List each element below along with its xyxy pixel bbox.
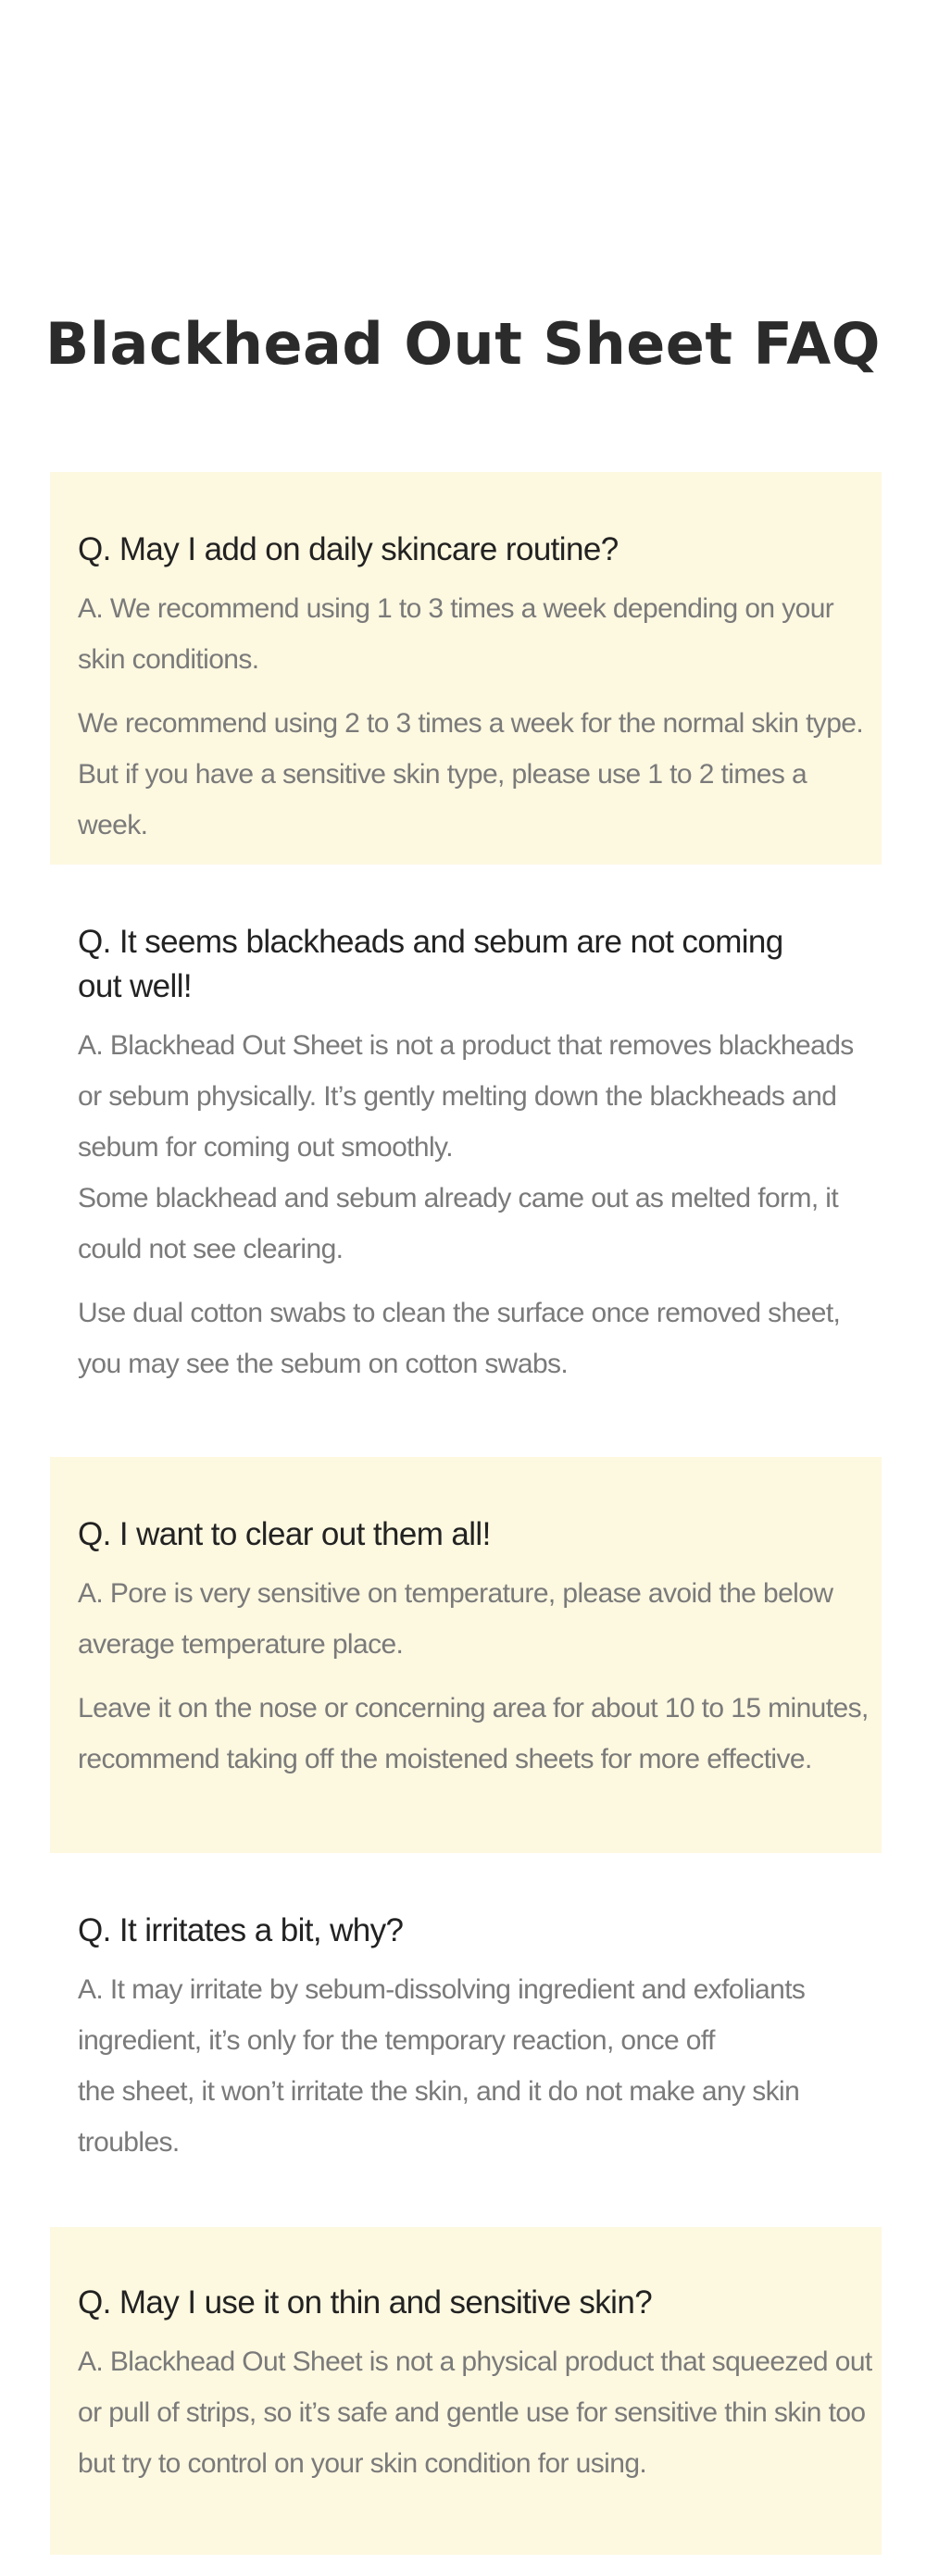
faq-answer: A. We recommend using 1 to 3 times a week depending on your skin conditions. <box>78 593 834 675</box>
faq-answer: Leave it on the nose or concerning area for about 10 to 15 minutes, recommend taking off the moistened sheets for more effective. <box>78 1693 869 1774</box>
faq-item <box>50 1457 882 1853</box>
faq-answer: We recommend using 2 to 3 times a week for the normal skin type. But if you have a sensitive skin type, please use 1 to 2 times a week. <box>78 708 864 840</box>
faq-item <box>50 472 882 865</box>
faq-question: Q. It irritates a bit, why? <box>78 1912 404 1948</box>
faq-item <box>50 885 882 1437</box>
faq-answer: A. It may irritate by sebum-dissolving ingredient and exfoliants ingredient, it’s only for the temporary reaction, once off <box>78 1974 806 2056</box>
faq-question: Q. It seems blackheads and sebum are not coming out well! <box>78 924 783 1004</box>
page-title: Blackhead Out Sheet FAQ <box>45 310 881 378</box>
faq-question: Q. I want to clear out them all! <box>78 1516 491 1552</box>
faq-answer: the sheet, it won’t irritate the skin, and it do not make any skin troubles. <box>78 2076 800 2158</box>
faq-question: Q. May I add on daily skincare routine? <box>78 531 619 567</box>
faq-item <box>50 1873 882 2225</box>
faq-answer: A. Pore is very sensitive on temperature, please avoid the below average temperature place. <box>78 1578 833 1660</box>
faq-answer: Some blackhead and sebum already came out as melted form, it could not see clearing. <box>78 1183 839 1264</box>
faq-question: Q. May I use it on thin and sensitive skin? <box>78 2284 653 2321</box>
faq-answer: A. Blackhead Out Sheet is not a physical product that squeezed out or pull of strips, so it’s safe and gentle use for sensitive thin skin too but try to control on your skin condition for using. <box>78 2346 872 2479</box>
faq-item <box>50 2227 882 2555</box>
faq-answer: A. Blackhead Out Sheet is not a product that removes blackheads or sebum physically. It’s gently melting down the blackheads and sebum for coming out smoothly. <box>78 1030 854 1163</box>
faq-answer: Use dual cotton swabs to clean the surface once removed sheet, you may see the sebum on cotton swabs. <box>78 1298 841 1379</box>
